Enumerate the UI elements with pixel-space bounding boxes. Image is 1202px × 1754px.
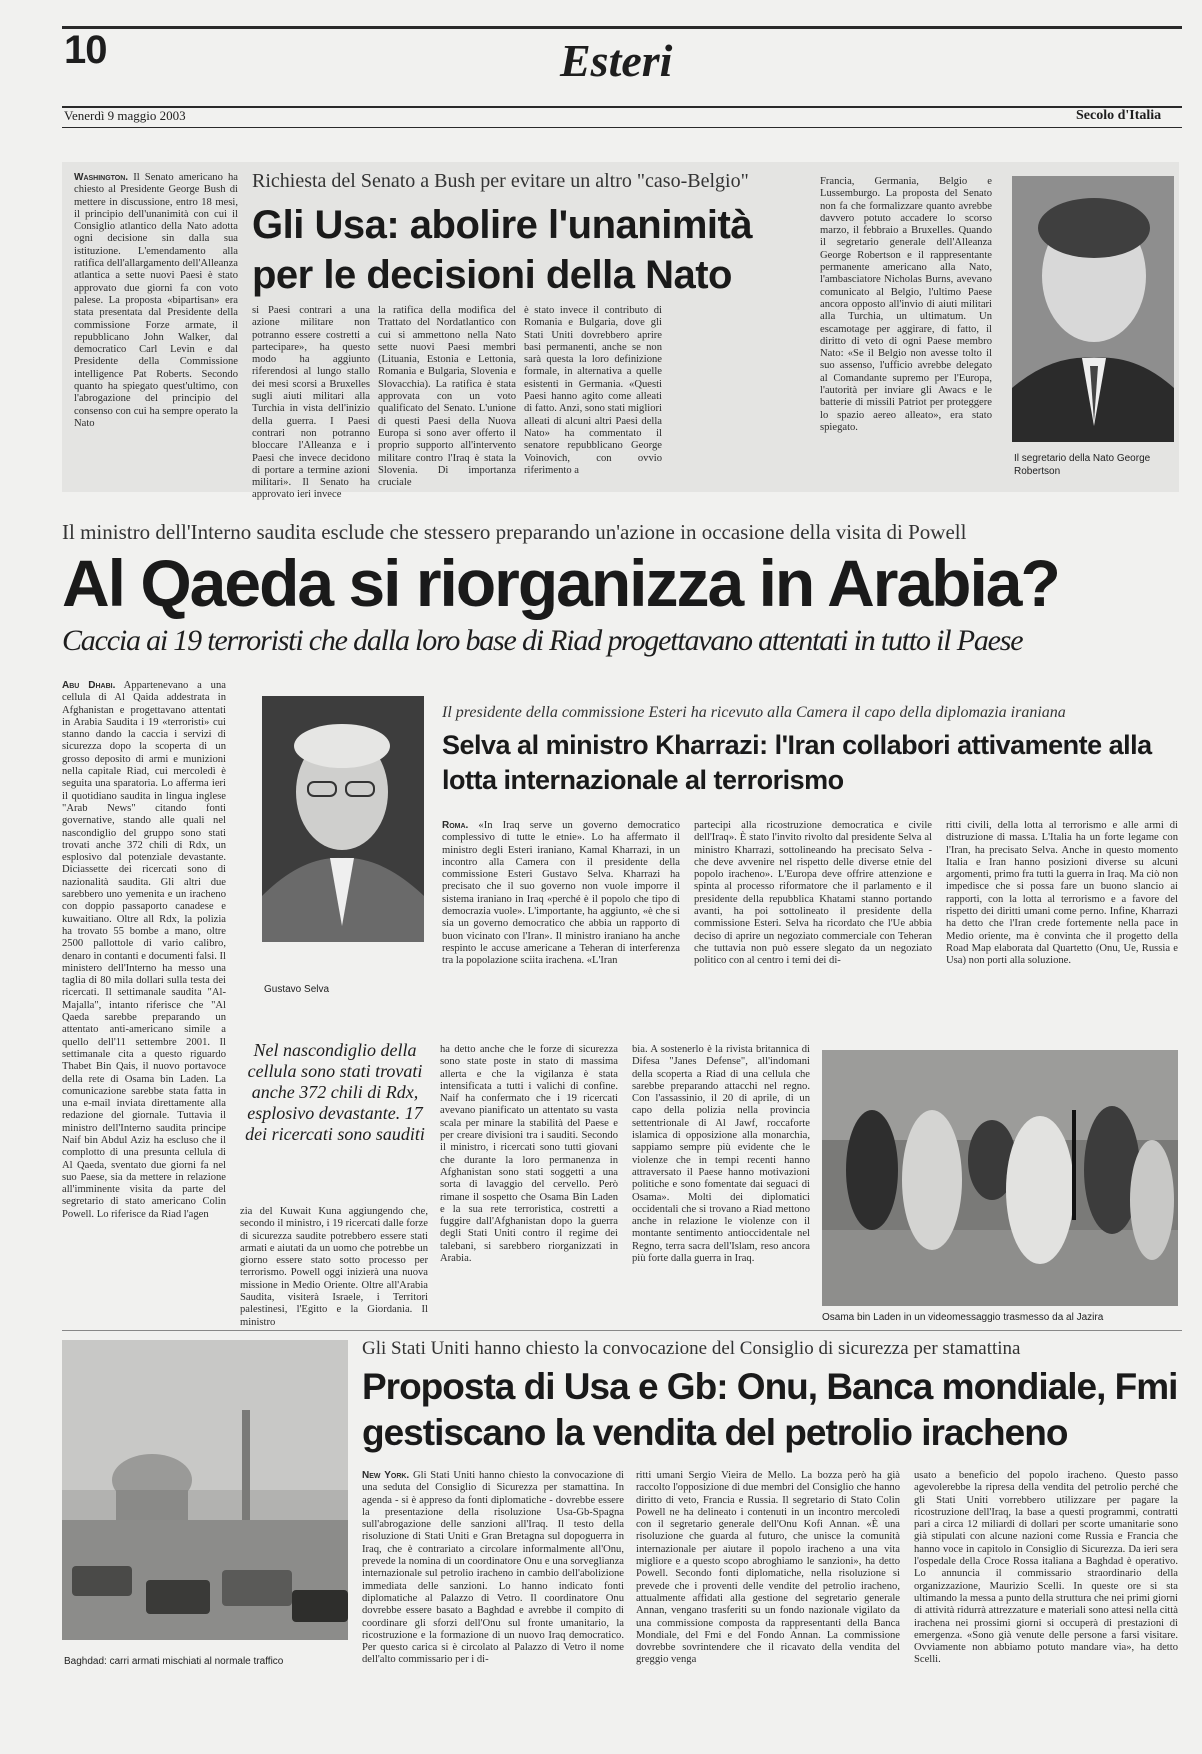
nato-col-2: [252, 305, 370, 501]
oil-headline: Proposta di Usa e Gb: Onu, Banca mondiale, Fmi gestiscano la vendita del petrolio iracheno: [362, 1366, 1178, 1453]
qaeda-col-1-text: Appartenevano a una cellula di Al Qaida addestrata in Afghanistan e progettavano attentati in Arabia Saudita i 19 «terroristi» cui stanno dando la caccia i servizi di sicurezza dopo la scoperta di un grosso deposito di armi e munizioni nella capitale Riad, cui mercoledì è seguita una sparatoria. Lo afferma ieri il quotidiano saudita in lingua inglese "Arab News" citando fonti governative, stando alle quali nel nascondiglio del gruppo sono stati trovati anche 372 chili di Rdx, un esplosivo dal potenziale devastante. Diciassette dei ricercati sono di nazionalità saudita. Gli altri due sarebbero uno yemenita e un iracheno con doppio passaporto canadese e kuwaitiano. Oltre all Rdx, la polizia ha trovato 55 bombe a mano, oltre 2500 pallottole di vario calibro, denaro in contanti e documenti falsi. Il ministero dell'Interno ha messo una taglia di 80 mila dollari sulla testa dei ricercati. Il settimanale saudita "Al-Majalla", intanto riferisce che "Al Qaeda sarebbe preparando un attentato anti-americano simile a quello dell'11 settembre 2001. Il settimanale cita a questo riguardo Thabet Bin Qais, il nuovo portavoce della rete di Osama bin Laden. La comunicazione sarebbe stata fatta in una e-mail inviata direttamente alla redazione del giornale. Tuttavia il ministro dell'Interno saudita principe Naif bin Abdul Aziz ha escluso che il complotto di una presunta cellula di Al Qaeda, sventato due giorni fa nel suo Paese, sia da mettere in relazione all'imminente visita da parte del segretario di stato americano Colin Powell. Lo riferisce da Riad l'agen: [62, 680, 226, 1220]
header-rule: [62, 106, 1182, 108]
baghdad-caption: Baghdad: carri armati mischiati al normale traffico: [64, 1656, 284, 1667]
selva-photo-image: [262, 696, 424, 942]
oil-dateline: New York.: [362, 1470, 410, 1481]
binladen-photo: [822, 1050, 1178, 1306]
selva-caption: Gustavo Selva: [264, 984, 330, 995]
qaeda-headline: Al Qaeda si riorganizza in Arabia?: [62, 546, 1059, 620]
nato-col-1: [74, 172, 238, 472]
qaeda-col-3: [440, 1044, 618, 1312]
oil-top-rule: [62, 1330, 1182, 1331]
top-rule: [62, 26, 1182, 29]
qaeda-col-2: [240, 1206, 428, 1328]
selva-col-3: [946, 820, 1178, 1010]
qaeda-dateline: Abu Dhabi.: [62, 680, 116, 691]
selva-col-3-text: ritti civili, della lotta al terrorismo e alle armi di distruzione di massa. L'Italia ha un forte legame con l'Iran, ha precisato Selva. Anche in questo momento Italia e Iran hanno posizioni diverse su alcuni argomenti, primo fra tutti la guerra in Iraq. Ma ciò non impedisce che si possa fare un buono slancio ai rapporti, con la lotta al terrorismo e a favore del rispetto dei diritti umani come perno. Infine, Kharrazi ha detto che l'Iran crede fortemente nella pace in Medio oriente, ma è convinta che il progetto della Road Map elaborata dal Quartetto (Onu, Ue, Russia e Usa) non porti alla soluzione.: [946, 820, 1178, 967]
oil-col-3-text: usato a beneficio del popolo iracheno. Questo passo agevolerebbe la ripresa della vendita del petrolio perché che gli Stati Uniti vorrebbero utilizzare per pagare la ricostruzione dell'Iraq, la base a questi programmi, contratti pari a circa 12 miliardi di dollari per scorte umanitarie sono già stipulati con alcune nazioni come Russia e Francia che hanno voce in capitolo in Consiglio di Sicurezza. Da ieri sera l'ospedale della Croce Rossa italiana a Baghdad è operativo. Lo annuncia il commissario straordinario della organizzazione, Maurizio Scelli. In queste ore si sta ultimando la messa a punto della struttura che nei primi giorni di attività ridurrà attrezzature e materiali sono attesi nella città irachena nei prossimi giorni si occuperà di prestazioni di emergenza. «Sono già venute delle persone a farsi visitare. Ovviamente non abbiamo potuto mandare via», ha detto Scelli.: [914, 1470, 1178, 1666]
section-title-text: Esteri: [560, 35, 673, 86]
nato-col-4-text: è stato invece il contributo di Romania e Bulgaria, dove gli Stati Uniti dovrebbero aprire basi permanenti, anche se non sarà questa la loro definizione formale, in alternativa a quelle esistenti in Germania. «Questi Paesi hanno agito come alleati di fatto. Anzi, sono stati migliori alleati di alcuni altri Paesi della Nato» ha commentato il senatore repubblicano George Voinovich, con ovvio riferimento a: [524, 305, 663, 476]
nato-kicker: Richiesta del Senato a Bush per evitare un altro "caso-Belgio": [252, 170, 749, 192]
qaeda-pullquote: Nel nascondiglio della cellula sono stati trovati anche 372 chili di Rdx, esplosivo devastante. 17 dei ricercati sono sauditi: [245, 1040, 425, 1144]
selva-col-1-text: «In Iraq serve un governo democratico complessivo di tutte le etnie». Lo ha affermato il ministro degli Esteri iraniano, Kamal Kharrazi, in un incontro alla Camera con il presidente della commissione Esteri Gustavo Selva. Kharrazi ha precisato che il suo governo non vuole imporre il sistema iraniano in Iraq «perché è il popolo che tipo di democrazia vuole». L'importante, ha aggiunto, «è che si sia un governo democratico che abbia un rapporto di buon vicinato con l'Iran». Il ministro iraniano ha anche respinto le accuse americane a Teheran di interferenza tra la popolazione sciita irachena. «L'Iran: [442, 820, 680, 967]
nato-headline: Gli Usa: abolire l'unanimità per le decisioni della Nato: [252, 203, 753, 297]
binladen-caption: Osama bin Laden in un videomessaggio trasmesso da al Jazira: [822, 1312, 1104, 1323]
selva-photo: [262, 696, 424, 942]
page-number: 10: [64, 28, 107, 72]
newspaper-name: Secolo d'Italia: [1076, 108, 1162, 123]
section-title: [560, 34, 672, 87]
baghdad-photo: [62, 1340, 348, 1640]
oil-col-3: [914, 1470, 1178, 1740]
selva-headline: Selva al ministro Kharrazi: l'Iran collabori attivamente alla lotta internazionale al terrorismo: [442, 730, 1152, 795]
nato-col-3-text: la ratifica della modifica del Trattato del Nordatlantico con cui si ammettono nella Nato sette nuovi Paesi membri (Lituania, Estonia e Lettonia, Romania e Bulgaria, Slovenia e Slovacchia). La ratifica è stata approvata con un voto qualificato del Senato. L'unione di questi Paesi della Nuova Europa si sono aver offerto il proprio supporto all'intervento militare contro l'Iraq è stata la Slovenia. Di importanza cruciale: [378, 305, 516, 489]
nato-dateline: Washington.: [74, 172, 129, 183]
nato-col-3: [378, 305, 516, 489]
robertson-caption: Il segretario della Nato George Robertson: [1014, 453, 1151, 477]
baghdad-photo-image: [62, 1340, 348, 1640]
selva-col-1: [442, 820, 680, 1010]
qaeda-col-1: [62, 680, 226, 1310]
qaeda-col-2-text: zia del Kuwait Kuna aggiungendo che, secondo il ministro, i 19 ricercati dalle forze di sicurezza saudite potrebbero essere stati armati e aiutati da un uomo che potrebbe un giorno essere stato sotto processo per terrorismo. Powell oggi inizierà una nuova missione in Medio Oriente. Oltre all'Arabia Saudita, visiterà Israele, i Territori palestinesi, l'Egitto e la Giordania. Il ministro: [240, 1206, 428, 1328]
qaeda-kicker: Il ministro dell'Interno saudita esclude che stessero preparando un'azione in occasione della visita di Powell: [62, 520, 967, 544]
qaeda-col-4-text: bia. A sostenerlo è la rivista britannica di Difesa "Janes Defense", all'indomani della scoperta a Riad di una cellula che sarebbe preparando attacchi nel regno. Con l'assassinio, il 20 di aprile, di un capo della polizia nella provincia settentrionale di Al Jawf, roccaforte islamica di opposizione alla monarchia, sappiamo sempre più evidente che le violenze che in tempi recenti hanno attraversato il Paese hanno motivazioni politiche e sono fomentate dai seguaci di Osama». Molti dei diplomatici occidentali che si trovano a Riad mettono anche in relazione le violenze con il montante sentimento antioccidentale nel Regno, terra sacra dell'Islam, reso ancora più forte dalla guerra in Iraq.: [632, 1044, 810, 1265]
selva-kicker: Il presidente della commissione Esteri ha ricevuto alla Camera il capo della diplomazia iraniana: [442, 704, 1066, 721]
selva-col-2-text: partecipi alla ricostruzione democratica e civile dell'Iraq». È stato l'invito rivolto dal presidente Selva al ministro Kharrazi, sottolineando ha precisato Selva - che deve avvenire nel rispetto delle diverse etnie del popolo iracheno». L'Europa deve offrire attenzione e spinta al processo riformatore che il parlamento e il presidente della repubblica Khatami stanno portando avanti, ha poi sottolineato il presidente della commissione Esteri. Selva ha ricordato che l'Ue abbia deciso di aprire un negoziato commerciale con Teheran che tuttavia non può essere slegato da un negoziato politico con al centro i temi dei di-: [694, 820, 932, 967]
selva-dateline: Roma.: [442, 820, 469, 831]
robertson-photo-image: [1012, 176, 1174, 442]
robertson-photo: [1012, 176, 1174, 442]
issue-date: Venerdì 9 maggio 2003: [64, 108, 186, 123]
header-rule-bottom: [62, 127, 1182, 128]
selva-col-2: [694, 820, 932, 1010]
oil-col-1-text: Gli Stati Uniti hanno chiesto la convocazione di una seduta del Consiglio di Sicurezza per stamattina. In agenda - si è appreso da fonti diplomatiche - dovrebbe essere la presentazione della risoluzione Usa-Gb-Spagna sull'abrogazione delle sanzioni all'Iraq. Il testo della risoluzione di Stati Uniti e Gran Bretagna sul dopoguerra in Iraq, che è contrariato a circolare informalmente all'Onu, prevede la nomina di un coordinatore Onu e una sorveglianza internazionale sul petrolio iracheno in cambio dell'abolizione immediata delle sanzioni. Lo hanno indicato fonti diplomatiche al Palazzo di Vetro. Il coordinatore Onu dovrebbe essere basato a Baghdad e avrebbe il compito di coordinare gli sforzi dell'Onu sul fronte umanitario, la ricostruzione e la formazione di un nuovo Iraq democratico. Per questo carica si è circolato al Palazzo di Vetro il nome dell'alto commissario per i di-: [362, 1470, 624, 1666]
oil-col-1: [362, 1470, 624, 1740]
nato-col-5: [820, 176, 992, 476]
nato-col-1-text: Il Senato americano ha chiesto al Presidente George Bush di mettere in discussione, entro 18 mesi, il principio dell'unanimità con cui il Consiglio atlantico della Nato adotta ogni decisione sin dalla sua istituzione. L'emendamento alla ratifica dell'allargamento dell'Alleanza atlantica a sette nuovi Paesi è stato approvato due giorni fa con voto palese. La proposta «bipartisan» era stata presentata dal Presidente della commissione Forze armate, il repubblicano John Walker, dal democratico Carl Levin e dal Presidente della Commissione intelligence Pat Roberts. Secondo quanto ha spiegato quest'ultimo, con l'abrogazione del principio del consenso con cui ha sempre operato la Nato: [74, 172, 238, 429]
oil-col-2: [636, 1470, 900, 1740]
qaeda-col-3-text: ha detto anche che le forze di sicurezza sono state poste in stato di massima allerta e che la vigilanza è stata intensificata a tutti i valichi di confine. Naif ha confermato che i 19 ricercati avevano pianificato un attentato su vasta scala per minare la stabilità del Paese e per creare divisioni tra i sauditi. Secondo il ministro, i ricercati sono tutti giovani che durante la loro permanenza in Afghanistan sono stati soggetti a una sorta di lavaggio del cervello. Però rimane il sospetto che Osama Bin Laden e la sua rete terroristica, costretti a fuggire dall'Afghanistan dopo la guerra degli Stati Uniti contro il regime dei talebani, si sarebbero riorganizzati in Arabia.: [440, 1044, 618, 1265]
binladen-photo-image: [822, 1050, 1178, 1306]
qaeda-subheadline: Caccia ai 19 terroristi che dalla loro base di Riad progettavano attentati in tutto il Paese: [62, 624, 1023, 657]
nato-col-5-text: Francia, Germania, Belgio e Lussemburgo. La proposta del Senato non fa che formalizzare quanto avrebbe davvero potuto accadere lo scorso marzo, il febbraio a Bruxelles. Quando il segretario generale dell'Alleanza George Robertson e il rappresentante permanente americano alla Nato, l'ambasciatore Nicholas Burns, avevano comunicato al Belgio, l'ultimo Paese ancora opposto all'invio di aiuti militari alla Turchia, un ultimatum. Un escamotage per aggirare, di fatto, il diritto di veto di ogni Paese membro Nato: «Se il Belgio non avesse tolto il suo assenso, l'ufficio avrebbe delegato al Comandante supremo per l'Europa, l'autorità per inviare gli Awacs e le batterie di missili Patriot per proteggere lo spazio aereo alleato», era stato spiegato.: [820, 176, 992, 433]
qaeda-col-4: [632, 1044, 810, 1312]
nato-col-4: [524, 305, 662, 475]
oil-kicker: Gli Stati Uniti hanno chiesto la convocazione del Consiglio di sicurezza per stamattina: [362, 1338, 1021, 1359]
nato-col-2-text: si Paesi contrari a una azione militare non potranno essere costretti a partecipare», ha questo modo ha aggiunto riferendosi al lungo stallo dei mesi scorsi a Bruxelles sugli aiuti militari alla Turchia in vista dell'inizio della guerra. I Paesi contrari non potranno bloccare l'Alleanza e i Paesi che invece decidono di portare a termine azioni militari». Il Senato ha approvato ieri invece: [252, 305, 370, 501]
oil-col-2-text: ritti umani Sergio Vieira de Mello. La bozza però ha già raccolto l'opposizione di due membri del Consiglio che hanno diritto di veto, Francia e Russia. Il segretario di Stato Colin Powell ne ha delineato i contenuti in un incontro mercoledì con il segretario generale dell'Onu Kofi Annan. «È una risoluzione che guarda al futuro, che unisce la comunità internazionale per aiutare il popolo iracheno a una vita migliore e a questo scopo abroghiamo le sanzioni», ha detto Powell. Secondo fonti diplomatiche, nella risoluzione si prevede che i proventi delle vendite del petrolio iracheno, attualmente affidati alla gestione del segretario generale Annan, vengano trasferiti su un fondo nazionale vigilato da una commissione composta da rappresentanti della Banca Mondiale, del Fmi e del Fondo Annan. La commissione dovrebbe sovrintendere che il ricavato della vendita del greggio venga: [636, 1470, 900, 1666]
